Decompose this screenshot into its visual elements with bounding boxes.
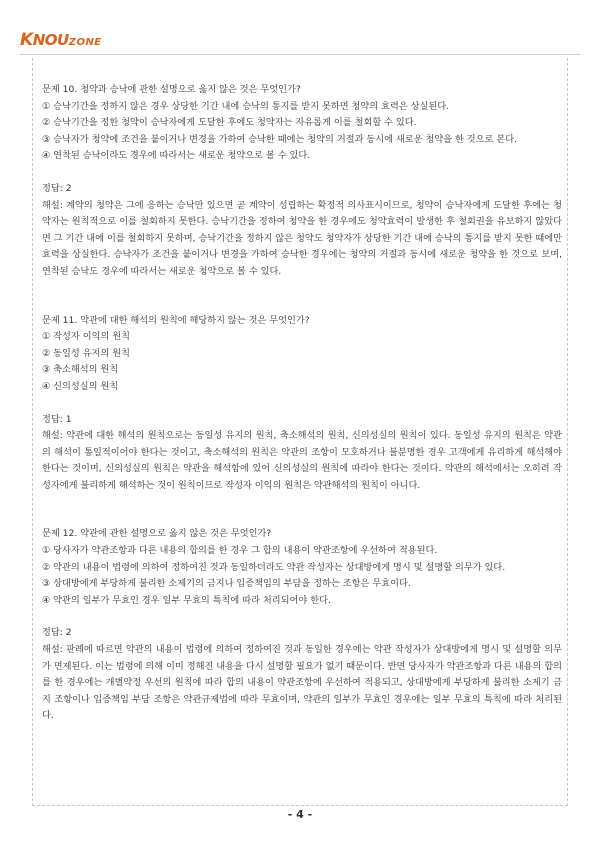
- option-4: ④ 신의성실의 원칙: [42, 380, 119, 392]
- question-title: 문제 11. 약관에 대한 해석의 원칙에 해당하지 않는 것은 무엇인가?: [42, 314, 310, 326]
- question-title: 문제 10. 청약과 승낙에 관한 설명으로 옳지 않은 것은 무엇인가?: [42, 84, 301, 95]
- option-4: ④ 약관의 일부가 무효인 경우 일부 무효의 특칙에 따라 처리되어야 한다.: [42, 594, 331, 606]
- option-3: ③ 축소해석의 원칙: [42, 364, 119, 376]
- answer: 정답: 2: [42, 627, 72, 639]
- explanation: 해설: 계약의 청약은 그에 응하는 승낙만 있으면 곧 계약이 성립하는 확정적 의사표시이므로, 청약이 승낙자에게 도달한 후에는 청약자는 원칙적으로 이를 철회하지 못한다. 승낙기간을 정하여 청약을 한 경우에도 청약효력이 발생한 후 철회권을 유보하지 않았다면 그 기간 내에 이를 철회하지 못하며, 승낙기간을 정하지 않은 청약도 청약자가 상당한 기간 내에 승낙의 통지를 받지 못한 때에만 효력을 상실한다. 승낙자가 조건을 붙이거나 변경을 가하여 승낙한 경우에는 청약의 거절과 동시에 새로운 청약을 한 것으로 보며, 연착된 승낙도 경우에 따라서는 새로운 청약으로 볼 수 있다.: [42, 199, 562, 277]
- knouzone-logo: [20, 30, 102, 50]
- option-1: ① 작성자 이익의 원칙: [42, 331, 130, 343]
- logo-k: K: [20, 30, 33, 50]
- explanation: 해설: 판례에 따르면 약관의 내용이 법령에 의하여 정하여진 것과 동일한 경우에는 약관 작성자가 상대방에게 명시 및 설명할 의무가 면제된다. 이는 법령에 의해 이미 정해진 내용을 다시 설명할 필요가 없기 때문이다. 반면 당사자가 약관조항과 다른 내용의 합의를 한 경우에는 개별약정 우선의 원칙에 따라 합의 내용이 약관조항에 우선하여 적용되고, 상대방에게 부당하게 불리한 소제기 금지 조항이나 입증책임 부담 조항은 약관규제법에 따라 무효이며, 약관의 일부가 무효인 경우에는 일부 무효의 특칙에 따라 처리된다.: [42, 644, 562, 722]
- option-2: ② 약관의 내용이 법령에 의하여 정하여진 것과 동일하더라도 약관 작성자는 상대방에게 명시 및 설명할 의무가 있다.: [42, 561, 506, 573]
- question-11: [42, 313, 562, 495]
- question-title: 문제 12. 약관에 관한 설명으로 옳지 않은 것은 무엇인가?: [42, 528, 272, 540]
- option-2: ② 승낙기간을 정한 청약이 승낙자에게 도달한 후에도 청약자는 자유롭게 이를 철회할 수 있다.: [42, 117, 417, 129]
- header-divider: [20, 54, 580, 55]
- option-3: ③ 승낙자가 청약에 조건을 붙이거나 변경을 가하여 승낙한 때에는 청약의 거절과 동시에 새로운 청약을 한 것으로 본다.: [42, 133, 518, 145]
- explanation: 해설: 약관에 대한 해석의 원칙으로는 동일성 유지의 원칙, 축소해석의 원칙, 신의성실의 원칙이 있다. 동일성 유지의 원칙은 약관의 해석이 통일적이어야 한다는 것이고, 축소해석의 원칙은 약관의 조항이 모호하거나 불분명한 경우 고객에게 유리하게 해석해야 한다는 것이며, 신의성실의 원칙은 약관을 해석함에 있어 신의성실의 원칙에 따라야 한다는 것이다. 약관의 해석에서는 오히려 작성자에게 불리하게 해석하는 것이 원칙이므로 작성자 이익의 원칙은 약관해석의 원칙이 아니다.: [42, 430, 562, 491]
- document-body: [42, 82, 562, 725]
- option-2: ② 동일성 유지의 원칙: [42, 347, 130, 359]
- option-3: ③ 상대방에게 부당하게 불리한 소제기의 금지나 입증책임의 부담을 정하는 조항은 무효이다.: [42, 578, 411, 590]
- option-1: ① 승낙기간을 정하지 않은 경우 상당한 기간 내에 승낙의 통지를 받지 못하면 청약의 효력은 상실된다.: [42, 100, 450, 112]
- answer: 정답: 1: [42, 413, 72, 425]
- logo-nou: NOU: [32, 31, 69, 49]
- option-4: ④ 연착된 승낙이라도 경우에 따라서는 새로운 청약으로 볼 수 있다.: [42, 150, 311, 162]
- page-number: - 4 -: [287, 808, 313, 821]
- question-10: [42, 82, 562, 281]
- question-12: [42, 526, 562, 725]
- answer: 정답: 2: [42, 182, 72, 194]
- logo-zone: ZONE: [68, 37, 102, 48]
- option-1: ① 당사자가 약관조항과 다른 내용의 합의를 한 경우 그 합의 내용이 약관조항에 우선하여 적용된다.: [42, 545, 438, 557]
